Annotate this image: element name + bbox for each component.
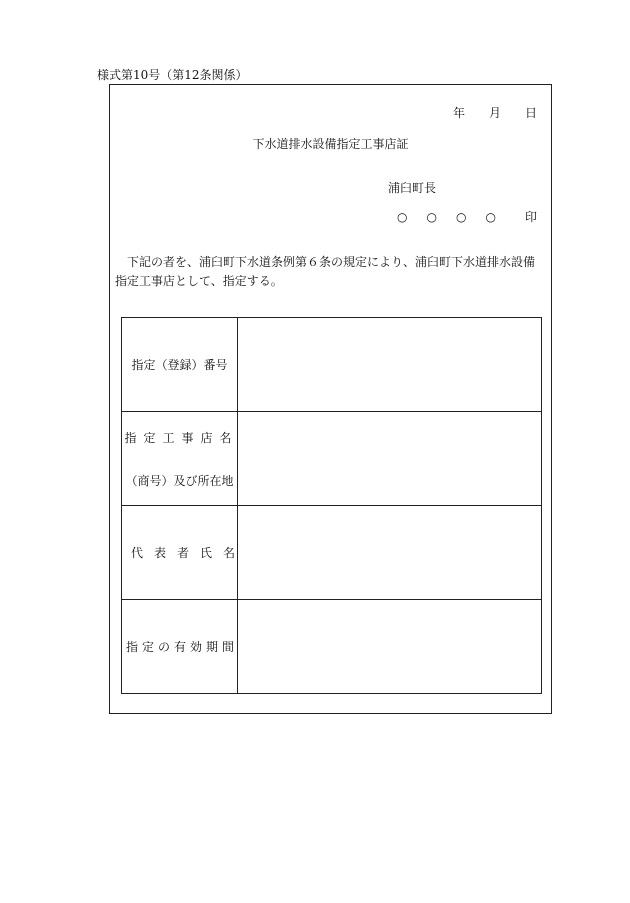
date-day: 日 [524,106,537,120]
issuer-name-seal-line [397,208,537,225]
contractor-name-address-label [122,412,238,506]
certificate-table [121,317,542,694]
name-placeholder-circle: ○ [426,209,438,224]
contractor-name-address-field[interactable] [238,412,542,506]
table-row [122,600,542,694]
name-placeholder-circle: ○ [456,209,467,224]
issuer-mayor: 浦臼町長 [388,181,437,195]
registration-number-field[interactable] [238,318,542,412]
seal-mark: 印 [524,210,537,224]
certificate-frame [109,84,552,714]
date-line [453,104,537,121]
validity-period-field[interactable] [238,600,542,694]
form-number-label: 様式第10号（第12条関係） [97,68,248,82]
name-placeholder-circle: ○ [397,209,408,224]
designation-statement: 下記の者を、浦臼町下水道条例第６条の規定により、浦臼町下水道排水設備指定工事店として、指定する。 [115,255,536,288]
contractor-name-label: 指定工事店名 [124,430,239,445]
name-placeholder-circle: ○ [485,209,496,224]
trade-name-address-label: （商号）及び所在地 [125,473,234,488]
table-row [122,412,542,506]
representative-name-field[interactable] [238,506,542,600]
document-title: 下水道排水設備指定工事店証 [252,137,409,151]
validity-period-label: 指定の有効期間 [122,600,238,694]
table-row [122,318,542,412]
registration-number-label: 指定（登録）番号 [122,318,238,412]
representative-name-label: 代表者氏名 [122,506,238,600]
date-month: 月 [488,106,501,120]
date-year: 年 [452,106,465,120]
table-row [122,506,542,600]
